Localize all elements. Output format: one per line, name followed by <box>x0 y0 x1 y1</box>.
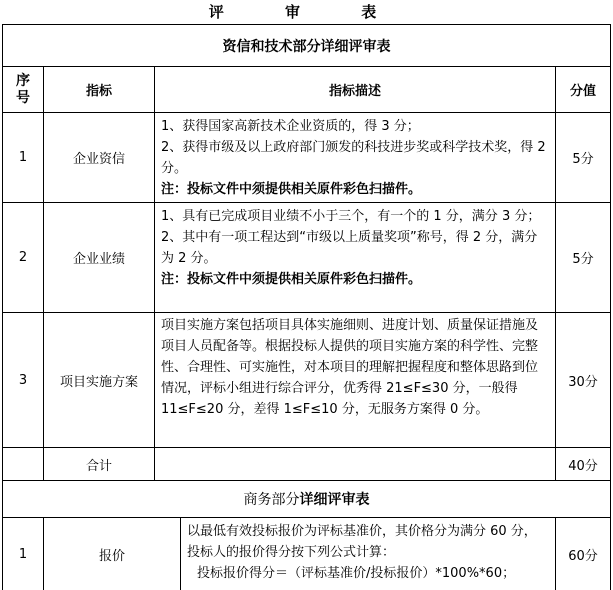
price-row-desc <box>181 521 555 584</box>
price-row-score: 60分 <box>568 548 598 564</box>
row-2-desc-line-2: 2、其中有一项工程达到“市级以上质量奖项”称号，得 2 分，满分为 2 分。 <box>161 230 538 266</box>
header-score: 分值 <box>569 84 596 99</box>
row-1-score: 5分 <box>572 152 594 167</box>
price-row-desc-text: 以最低有效投标报价为评标基准价，其价格分为满分 60 分，投标人的报价得分按下列公式计算： <box>187 524 537 560</box>
review-table <box>2 24 611 590</box>
row-2-desc-line-1: 1、具有已完成项目业绩不小于三个，有一个的 1 分，满分 3 分； <box>161 209 541 224</box>
row-1-no: 1 <box>18 150 28 165</box>
header-desc: 指标描述 <box>328 84 381 99</box>
row-2-no: 2 <box>18 250 28 265</box>
row-2-note: 注：投标文件中须提供相关原件彩色扫描件。 <box>161 272 422 287</box>
row-1-indicator: 企业资信 <box>72 152 125 167</box>
row-3-score: 30分 <box>568 374 598 390</box>
price-row-formula: 投标报价得分＝（评标基准价/投标报价）*100%*60； <box>197 566 516 581</box>
row-1-desc <box>155 116 555 200</box>
row-3-indicator: 项目实施方案 <box>59 374 138 390</box>
total-label: 合计 <box>85 458 112 474</box>
row-2-desc <box>155 206 555 290</box>
row-2-score: 5分 <box>572 252 594 267</box>
row-3-desc <box>155 315 555 420</box>
header-indicator: 指标 <box>85 84 112 99</box>
row-1-desc-line-2: 2、获得市级及以上政府部门颁发的科技进步奖或科学技术奖，得 2 分。 <box>161 140 546 176</box>
section-title-tech: 资信和技术部分详细评审表 <box>222 38 391 55</box>
row-1-desc-line-1: 1、获得国家高新技术企业资质的，得 3 分； <box>161 119 420 134</box>
section-title-business-part1: 商务部分 <box>243 492 300 508</box>
price-row-indicator: 报价 <box>98 548 125 564</box>
total-score: 40分 <box>568 458 598 474</box>
row-1-note: 注：投标文件中须提供相关原件彩色扫描件。 <box>161 182 422 197</box>
row-3-desc-line-1: 项目实施方案包括项目具体实施细则、进度计划、质量保证措施及项目人员配备等。根据投标人提供的项目实施方案的科学性、完整性、合理性、可实施性，对本项目的理解把握程度和整体思路到位情况，评标小组进行综合评分，优秀得 21≤F≤30 分，一般得 11≤F≤20 分，差得 1≤F≤10 分，无服务方案得 0 分。 <box>161 318 539 417</box>
row-3-no: 3 <box>18 372 28 388</box>
section-title-business <box>3 481 610 517</box>
price-row-no: 1 <box>18 546 28 562</box>
header-no: 序号 <box>16 72 30 106</box>
row-2-indicator: 企业业绩 <box>72 252 125 267</box>
page-title: 评 审 表 <box>208 3 405 21</box>
section-title-business-part2: 详细评审表 <box>299 492 370 508</box>
